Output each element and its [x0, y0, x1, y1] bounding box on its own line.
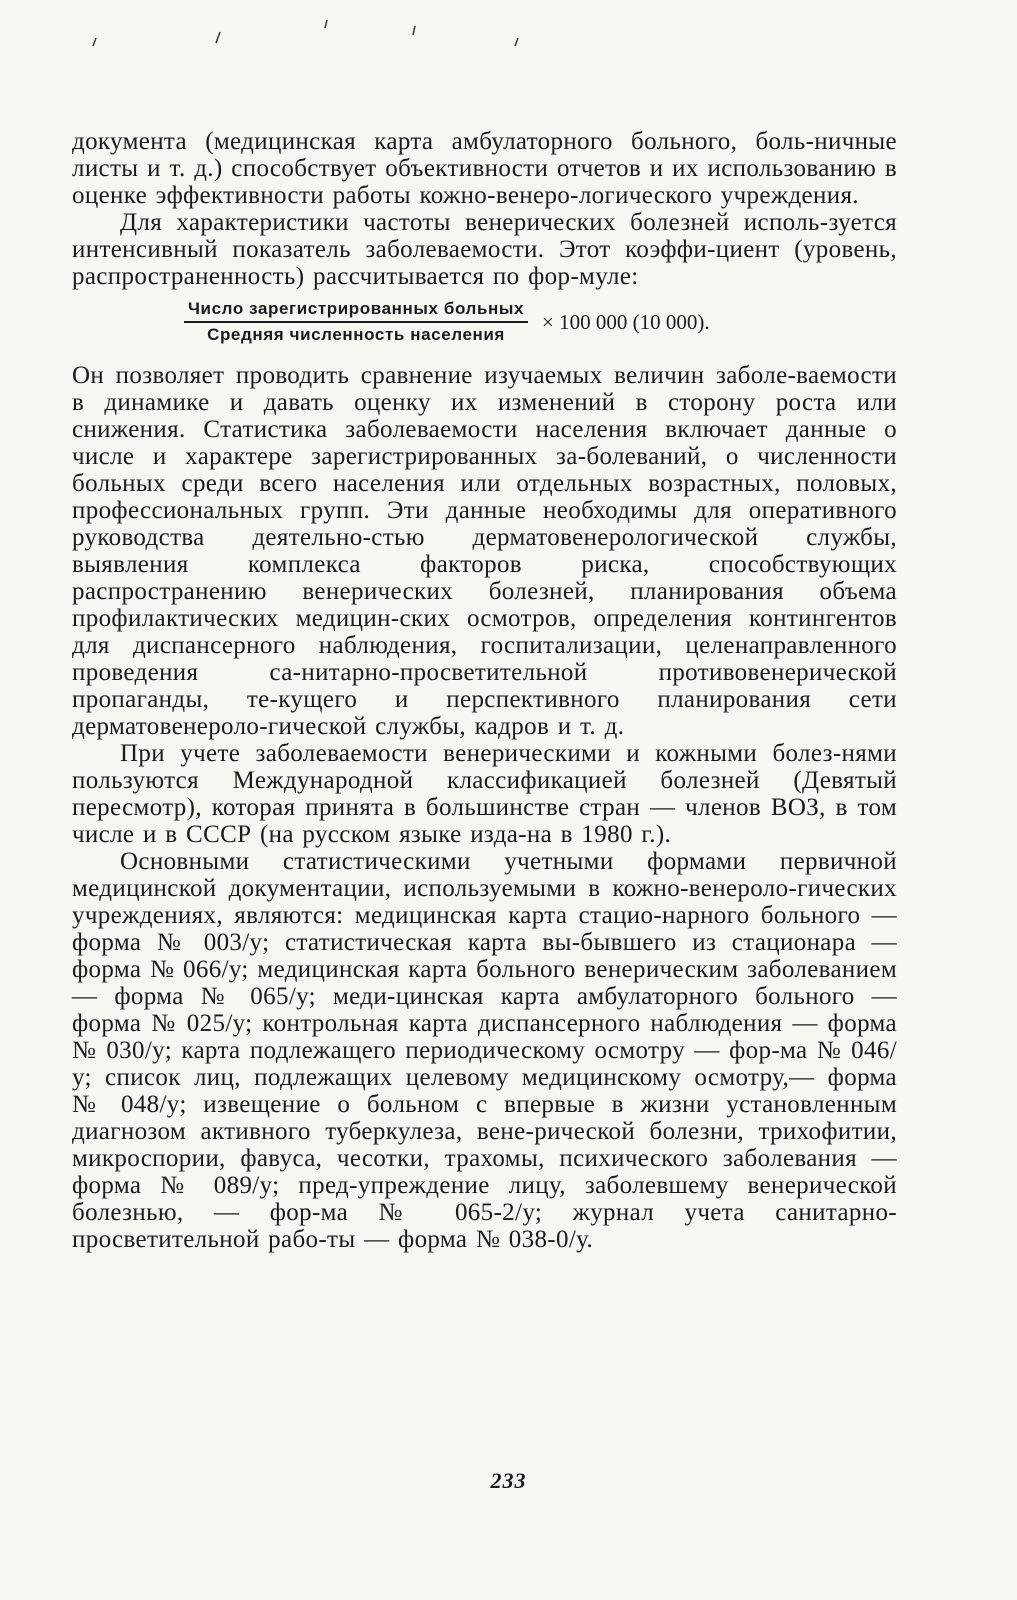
paragraph-continuation: документа (медицинская карта амбулаторного больного, боль-ничные листы и т. д.) способствует объективности отчетов и их использованию в оценке эффективности работы кожно-венеро-логического учреждения.: [72, 128, 897, 209]
formula-numerator: Число зарегистрированных больных: [188, 299, 525, 318]
paragraph-statistics: Он позволяет проводить сравнение изучаемых величин заболе-ваемости в динамике и давать оценку их изменений в сторону роста или снижения. Статистика заболеваемости населения включает данные о числе и характере зарегистрированных за-болеваний, о численности больных среди всего населения или отдельных возрастных, половых, профессиональных групп. Эти данные необходимы для оперативного руководства деятельно-стью дерматовенерологической службы, выявления комплекса факторов риска, способствующих распространению венерических болезней, планирования объема профилактических медицин-ских осмотров, определения контингентов для диспансерного наблюдения, госпитализации, целенаправленного проведения са-нитарно-просветительной противовенерической пропаганды, те-кущего и перспективного планирования сети дерматовенероло-гической службы, кадров и т. д.: [72, 362, 897, 740]
page-number: 233: [490, 1468, 527, 1493]
scan-artifacts: [0, 0, 1017, 80]
paragraph-classification: При учете заболеваемости венерическими и кожными болез-нями пользуются Международной классификацией болезней (Девятый пересмотр), которая принята в большинстве стран — членов ВОЗ, в том числе и в СССР (на русском языке изда-на в 1980 г.).: [72, 740, 897, 848]
fraction-bar: [184, 321, 528, 323]
paragraph-forms: Основными статистическими учетными формами первичной медицинской документации, используемыми в кожно-венероло-гических учреждениях, являются: медицинская карта стацио-нарного больного — форма № 003/у; статистическая карта вы-бывшего из стационара — форма № 066/у; медицинская карта больного венерическим заболеванием — форма № 065/у; меди-цинская карта амбулаторного больного — форма № 025/у; контрольная карта диспансерного наблюдения — форма № 030/у; карта подлежащего периодическому осмотру — фор-ма № 046/у; список лиц, подлежащих целевому медицинскому осмотру,— форма № 048/у; извещение о больном с впервые в жизни установленным диагнозом активного туберкулеза, вене-рической болезни, трихофитии, микроспории, фавуса, чесотки, трахомы, психического заболевания — форма № 089/у; пред-упреждение лицу, заболевшему венерической болезнью, — фор-ма № 065-2/у; журнал учета санитарно-просветительной рабо-ты — форма № 038-0/у.: [72, 848, 897, 1253]
formula-fraction: [184, 298, 528, 346]
formula-denominator: Средняя численность населения: [207, 325, 505, 344]
paragraph-morbidity-index: Для характеристики частоты венерических болезней исполь-зуется интенсивный показатель заболеваемости. Этот коэффи-циент (уровень, распространенность) рассчитывается по фор-муле:: [72, 209, 897, 290]
formula-multiplier: × 100 000 (10 000).: [542, 309, 710, 334]
page-body: [72, 128, 897, 1253]
incidence-formula: [184, 298, 897, 346]
